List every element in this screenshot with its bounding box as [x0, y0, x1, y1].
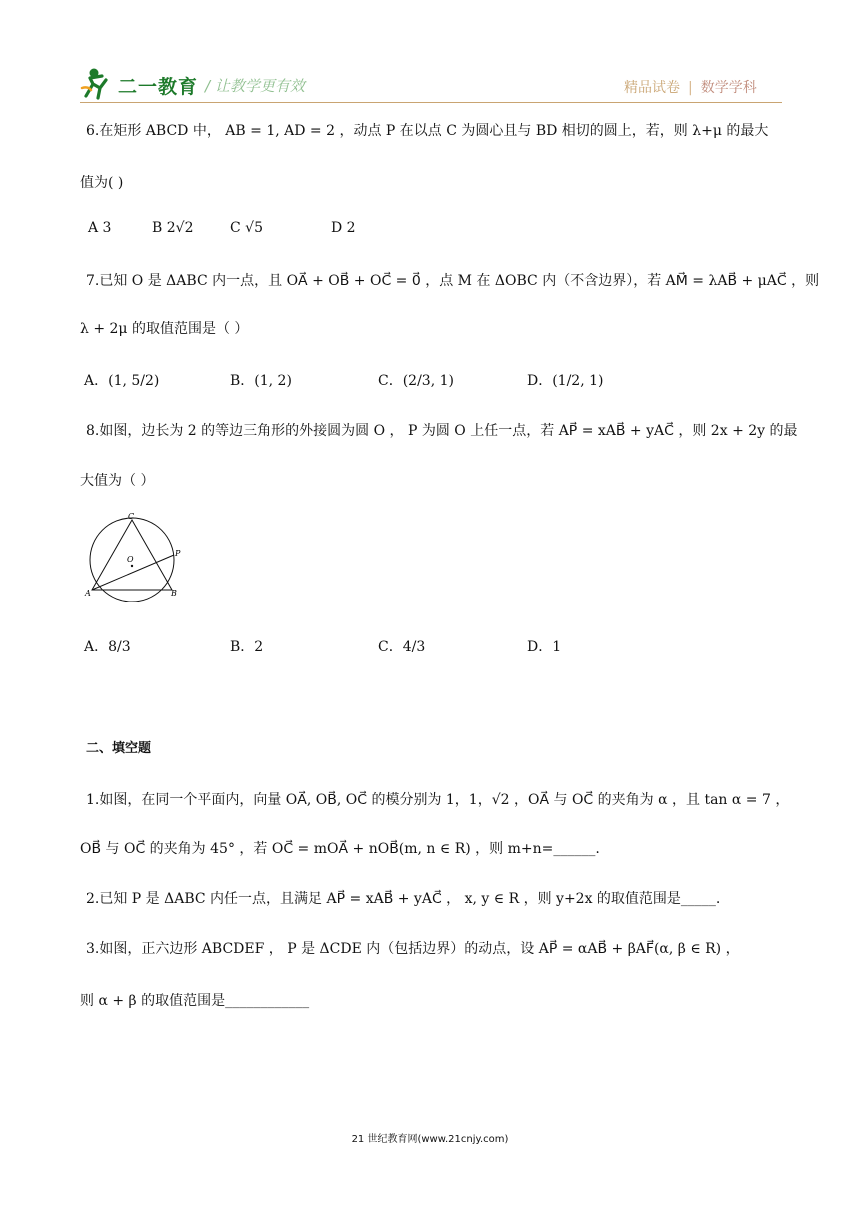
label-c: C	[128, 512, 135, 521]
label-o: O	[127, 555, 134, 564]
q8-text-line2: 大值为（ ）	[80, 473, 155, 489]
q8-text-line1: 8.如图，边长为 2 的等边三角形的外接圆为圆 O ， P 为圆 O 上任一点，若 AP⃗ = xAB⃗ + yAC⃗ ，则 2x + 2y 的最	[86, 423, 798, 439]
fill3-text-line1: 3.如图，正六边形 ABCDEF ， P 是 ΔCDE 内（包括边界）的动点，设 AP⃗ = αAB⃗ + βAF⃗(α, β ∈ R) ，	[86, 941, 740, 957]
q6-option-d: D 2	[331, 220, 356, 236]
brand-name: 二一教育	[118, 76, 199, 98]
subject-label: 数学学科	[700, 80, 757, 96]
q6-text-line2: 值为( )	[80, 175, 124, 191]
slogan: / 让教学更有效	[205, 77, 305, 95]
q7-option-b: B．(1, 2)	[230, 373, 292, 389]
center-point	[131, 565, 133, 567]
circumcircle-triangle-figure	[84, 512, 184, 602]
q7-text-line2: λ + 2μ 的取值范围是（ ）	[80, 321, 249, 337]
q7-option-d: D．(1/2, 1)	[527, 373, 604, 389]
label-a: A	[85, 589, 91, 598]
footer-source: 21 世纪教育网(www.21cnjy.com)	[351, 1134, 509, 1145]
header-divider	[80, 102, 782, 103]
label-p: P	[175, 549, 181, 558]
fill1-text-line2: OB⃗ 与 OC⃗ 的夹角为 45° ，若 OC⃗ = mOA⃗ + nOB⃗(m, n ∈ R) ，则 m+n=______.	[80, 841, 600, 857]
q8-option-a: A．8/3	[84, 639, 131, 655]
fill1-text-line1: 1.如图，在同一个平面内，向量 OA⃗, OB⃗, OC⃗ 的模分别为 1，1，√2 ，OA⃗ 与 OC⃗ 的夹角为 α ，且 tan α = 7 ，	[86, 792, 790, 808]
label-b: B	[171, 589, 177, 598]
q6-option-c: C √5	[230, 220, 263, 236]
q7-option-c: C．(2/3, 1)	[378, 373, 454, 389]
paper-type-label: 精品试卷	[624, 80, 680, 96]
q7-option-a: A．(1, 5/2)	[84, 373, 160, 389]
fill2-text-line1: 2.已知 P 是 ΔABC 内任一点，且满足 AP⃗ = xAB⃗ + yAC⃗ ， x, y ∈ R ，则 y+2x 的取值范围是_____.	[86, 891, 721, 907]
fill3-text-line2: 则 α + β 的取值范围是____________	[80, 993, 310, 1009]
q7-text-line1: 7.已知 O 是 ΔABC 内一点，且 OA⃗ + OB⃗ + OC⃗ = 0⃗ ，点 M 在 ΔOBC 内（不含边界），若 AM⃗ = λAB⃗ + μAC⃗ ，则	[86, 273, 820, 289]
q6-option-a: A 3	[88, 220, 112, 236]
q8-option-c: C．4/3	[378, 639, 426, 655]
header-separator: |	[688, 80, 693, 96]
q6-text-line1: 6.在矩形 ABCD 中， AB = 1, AD = 2 ，动点 P 在以点 C 为圆心且与 BD 相切的圆上，若，则 λ+μ 的最大	[86, 123, 769, 139]
header-right	[624, 77, 757, 97]
q8-option-d: D．1	[527, 639, 562, 655]
section-fill-in-title: 二、填空题	[86, 741, 152, 756]
q6-option-b: B 2√2	[152, 220, 194, 236]
q8-option-b: B．2	[230, 639, 264, 655]
